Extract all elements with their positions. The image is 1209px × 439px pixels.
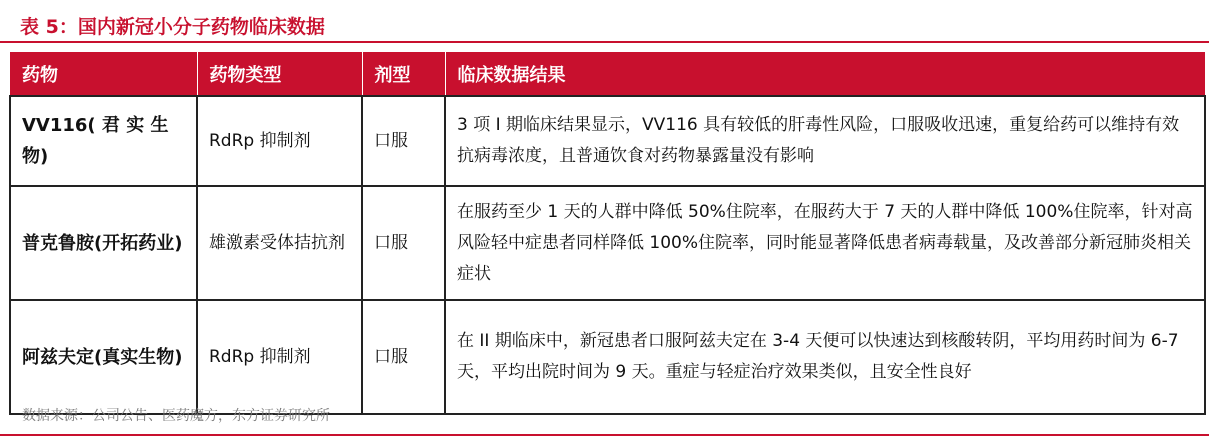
title-bar — [0, 0, 1209, 45]
header-drug: 药物 — [10, 52, 197, 96]
cell-dosage-form: 口服 — [362, 96, 445, 186]
clinical-data-table — [9, 52, 1206, 415]
title-divider — [0, 41, 1209, 43]
cell-dosage-form: 口服 — [362, 300, 445, 414]
cell-dosage-form: 口服 — [362, 186, 445, 300]
cell-drug-type: 雄激素受体拮抗剂 — [197, 186, 362, 300]
cell-clinical-result: 3 项 I 期临床结果显示，VV116 具有较低的肝毒性风险，口服吸收迅速，重复给药可以维持有效抗病毒浓度，且普通饮食对药物暴露量没有影响 — [445, 96, 1205, 186]
header-drug-type: 药物类型 — [197, 52, 362, 96]
table-row — [10, 96, 1205, 186]
header-clinical-results: 临床数据结果 — [445, 52, 1205, 96]
cell-drug: VV116( 君 实 生 物) — [10, 96, 197, 186]
cell-drug: 普克鲁胺(开拓药业) — [10, 186, 197, 300]
table-row — [10, 186, 1205, 300]
table-row — [10, 300, 1205, 414]
header-dosage-form: 剂型 — [362, 52, 445, 96]
table-header-row — [10, 52, 1205, 96]
cell-clinical-result: 在 II 期临床中，新冠患者口服阿兹夫定在 3-4 天便可以快速达到核酸转阴，平均用药时间为 6-7 天，平均出院时间为 9 天。重症与轻症治疗效果类似，且安全性良好 — [445, 300, 1205, 414]
cell-clinical-result: 在服药至少 1 天的人群中降低 50%住院率，在服药大于 7 天的人群中降低 100%住院率，针对高风险轻中症患者同样降低 100%住院率，同时能显著降低患者病毒载量，及改善部分新冠肺炎相关症状 — [445, 186, 1205, 300]
cell-drug-type: RdRp 抑制剂 — [197, 300, 362, 414]
table-title: 表 5：国内新冠小分子药物临床数据 — [20, 16, 325, 38]
bottom-divider — [0, 434, 1209, 436]
cell-drug-type: RdRp 抑制剂 — [197, 96, 362, 186]
cell-drug: 阿兹夫定(真实生物) — [10, 300, 197, 414]
data-source-note: 数据来源：公司公告、医药魔方，东方证券研究所 — [22, 408, 330, 424]
